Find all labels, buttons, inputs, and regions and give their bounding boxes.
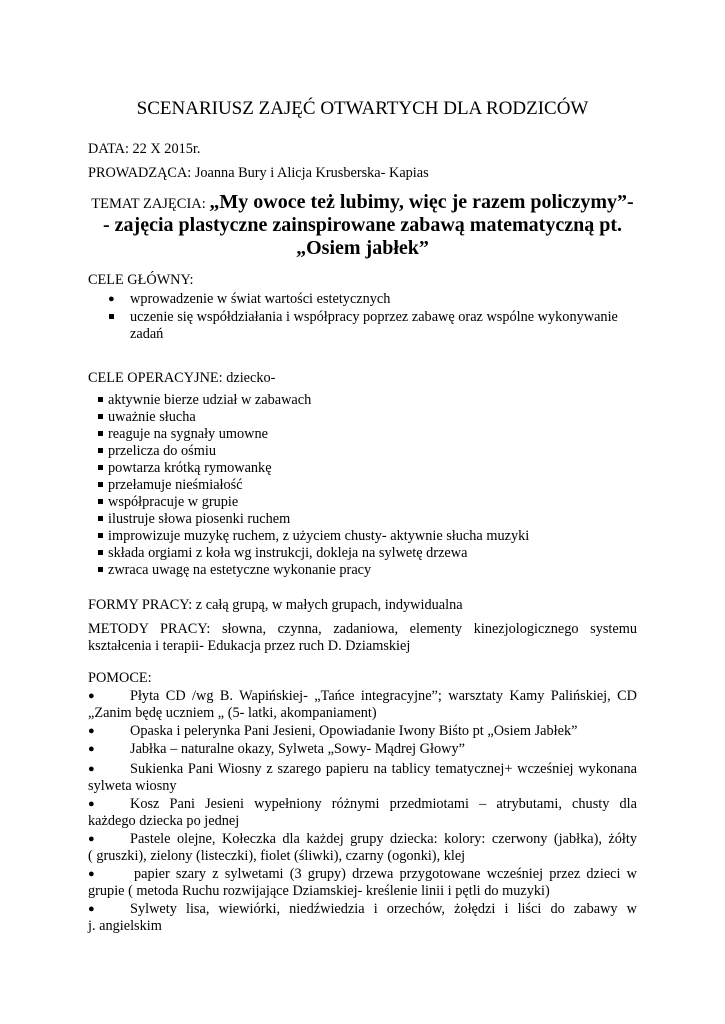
bullet-dot-icon: ● — [88, 690, 95, 702]
bullet-square-icon — [98, 516, 103, 521]
materials-item: papier szary z sylwetami (3 grupy) drzewa przygotowane wcześniej przez dzieci w — [134, 866, 637, 882]
materials-item: Płyta CD /wg B. Wapińskiej- „Tańce integracyjne”; warsztaty Kamy Palińskiej, CD — [130, 688, 637, 704]
bullet-square-icon — [98, 431, 103, 436]
materials-item: Jabłka – naturalne okazy, Sylweta „Sowy- Mądrej Głowy” — [130, 741, 465, 757]
bullet-square-icon — [98, 397, 103, 402]
bullet-dot-icon: ● — [88, 798, 95, 810]
bullet-dot-icon: ● — [88, 903, 95, 915]
main-goal-item-continuation: zadań — [130, 326, 164, 342]
materials-item-continuation: każdego dziecka po jednej — [88, 813, 240, 829]
operational-goal-item: aktywnie bierze udział w zabawach — [108, 392, 312, 408]
bullet-dot-icon: ● — [108, 293, 115, 305]
materials-item-continuation: ( gruszki), zielony (listeczki), fiolet (śliwki), czarny (ogonki), klej — [88, 848, 466, 864]
topic-line-2: - zajęcia plastyczne zainspirowane zabawą matematyczną pt. — [103, 214, 622, 236]
bullet-square-icon — [98, 482, 103, 487]
bullet-square-icon — [98, 448, 103, 453]
bullet-dot-icon: ● — [88, 763, 95, 775]
operational-goal-item: zwraca uwagę na estetyczne wykonanie pracy — [108, 562, 372, 578]
bullet-dot-icon: ● — [88, 743, 95, 755]
topic-title-part1: „My owoce też lubimy, więc je razem policzymy”- — [209, 191, 634, 213]
main-goal-item: wprowadzenie w świat wartości estetycznych — [130, 291, 391, 307]
materials-item-continuation: sylweta wiosny — [88, 778, 177, 794]
bullet-dot-icon: ● — [88, 725, 95, 737]
bullet-square-icon — [109, 314, 114, 319]
operational-goal-item: powtarza krótką rymowankę — [108, 460, 272, 476]
operational-goal-item: uważnie słucha — [108, 409, 196, 425]
methods-line-1: METODY PRACY: słowna, czynna, zadaniowa, elementy kinezjologicznego systemu — [88, 621, 637, 637]
date-line: DATA: 22 X 2015r. — [88, 141, 201, 157]
bullet-square-icon — [98, 465, 103, 470]
topic-line-3: „Osiem jabłek” — [296, 237, 429, 259]
materials-item: Opaska i pelerynka Pani Jesieni, Opowiadanie Iwony Biśto pt „Osiem Jabłek” — [130, 723, 578, 739]
bullet-square-icon — [98, 533, 103, 538]
bullet-square-icon — [98, 414, 103, 419]
materials-heading: POMOCE: — [88, 670, 152, 686]
materials-item-continuation: grupie ( metoda Ruchu rozwijające Dziamskiej- kreślenie linii i pętli do muzyki) — [88, 883, 550, 899]
bullet-square-icon — [98, 499, 103, 504]
bullet-dot-icon: ● — [88, 833, 95, 845]
work-forms-line: FORMY PRACY: z całą grupą, w małych grupach, indywidualna — [88, 597, 463, 613]
bullet-square-icon — [98, 567, 103, 572]
materials-item: Sylwety lisa, wiewiórki, niedźwiedzia i orzechów, żołędzi i liści do zabawy w — [130, 901, 637, 917]
materials-item-continuation: j. angielskim — [88, 918, 162, 934]
operational-goal-item: ilustruje słowa piosenki ruchem — [108, 511, 291, 527]
operational-goal-item: reaguje na sygnały umowne — [108, 426, 268, 442]
materials-item-continuation: „Zanim będę uczniem „ (5- latki, akompaniament) — [88, 705, 377, 721]
main-goals-heading: CELE GŁÓWNY: — [88, 272, 194, 288]
operational-goal-item: składa orgiami z koła wg instrukcji, dokleja na sylwetę drzewa — [108, 545, 468, 561]
bullet-dot-icon: ● — [88, 868, 95, 880]
operational-goal-item: współpracuje w grupie — [108, 494, 239, 510]
operational-goals-heading: CELE OPERACYJNE: dziecko- — [88, 370, 276, 386]
document-title: SCENARIUSZ ZAJĘĆ OTWARTYCH DLA RODZICÓW — [136, 98, 589, 119]
methods-line-2: kształcenia i terapii- Edukacja przez ruch D. Dziamskiej — [88, 638, 411, 654]
materials-item: Pastele olejne, Kołeczka dla każdej grupy dziecka: kolory: czerwony (jabłka), żółty — [130, 831, 637, 847]
operational-goal-item: przełamuje nieśmiałość — [108, 477, 243, 493]
topic-line-1 — [0, 191, 725, 214]
main-goal-item: uczenie się współdziałania i współpracy poprzez zabawę oraz wspólne wykonywanie — [130, 309, 618, 325]
materials-item: Kosz Pani Jesieni wypełniony różnymi przedmiotami – atrybutami, chusty dla — [130, 796, 637, 812]
instructors-line: PROWADZĄCA: Joanna Bury i Alicja Krusberska- Kapias — [88, 165, 429, 181]
materials-item: Sukienka Pani Wiosny z szarego papieru na tablicy tematycznej+ wcześniej wykonana — [130, 761, 637, 777]
topic-label: TEMAT ZAJĘCIA: — [91, 196, 210, 212]
bullet-square-icon — [98, 550, 103, 555]
operational-goal-item: improwizuje muzykę ruchem, z użyciem chusty- aktywnie słucha muzyki — [108, 528, 530, 544]
operational-goal-item: przelicza do ośmiu — [108, 443, 216, 459]
